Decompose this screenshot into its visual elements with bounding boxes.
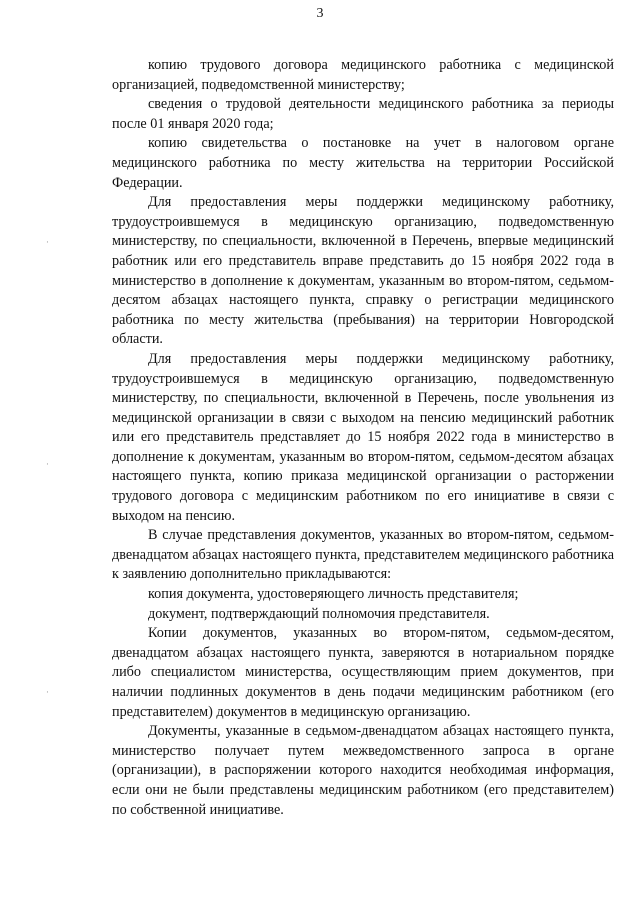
paragraph: сведения о трудовой деятельности медицинского работника за периоды после 01 января 2020 года; <box>112 96 614 132</box>
paragraph: Для предоставления меры поддержки медицинскому работнику, трудоустроившемуся в медицинскую организацию, подведомственную министерству, по специальности, включенной в Перечень, впервые медицинский работник или его представитель вправе представить до 15 ноября 2022 года в министерство в дополнение к документам, указанным во втором-пятом, седьмом-десятом абзацах настоящего пункта, справку о регистрации медицинского работника по месту жительства (пребывания) на территории Новгородской области. <box>112 194 614 348</box>
paragraph: копию свидетельства о постановке на учет в налоговом органе медицинского работника по месту жительства на территории Российской Федерации. <box>112 135 614 191</box>
document-body <box>112 56 614 820</box>
page-number: 3 <box>316 6 324 21</box>
margin-tick-mark: · <box>46 460 49 470</box>
margin-tick-mark: · <box>46 688 49 698</box>
paragraph: Копии документов, указанных во втором-пятом, седьмом-десятом, двенадцатом абзацах настоящего пункта, заверяются в нотариальном порядке либо специалистом министерства, осуществляющим прием документов, при наличии подлинных документов в день подачи медицинским работником (его представителем) документов в медицинскую организацию. <box>112 625 614 720</box>
paragraph: Для предоставления меры поддержки медицинскому работнику, трудоустроившемуся в медицинскую организацию, подведомственную министерству, по специальности, включенной в Перечень, после увольнения из медицинской организации в связи с выходом на пенсию медицинский работник или его представитель представляет до 15 ноября 2022 года в министерство в дополнение к документам, указанным во втором-пятом, седьмом-десятом абзацах настоящего пункта, копию приказа медицинской организации о расторжении трудового договора с медицинским работником по его инициативе в связи с выходом на пенсию. <box>112 350 614 524</box>
paragraph: документ, подтверждающий полномочия представителя. <box>148 605 490 622</box>
margin-tick-mark: · <box>46 238 49 248</box>
paragraph: В случае представления документов, указанных во втором-пятом, седьмом-двенадцатом абзацах настоящего пункта, представителем медицинского работника к заявлению дополнительно прикладываются: <box>112 527 614 583</box>
paragraph: Документы, указанные в седьмом-двенадцатом абзацах настоящего пункта, министерство получает путем межведомственного запроса в органе (организации), в распоряжении которого находится необходимая информация, если они не были представлены медицинским работником (его представителем) по собственной инициативе. <box>112 723 614 818</box>
paragraph: копию трудового договора медицинского работника с медицинской организацией, подведомственной министерству; <box>112 57 614 93</box>
paragraph: копия документа, удостоверяющего личность представителя; <box>148 586 519 603</box>
